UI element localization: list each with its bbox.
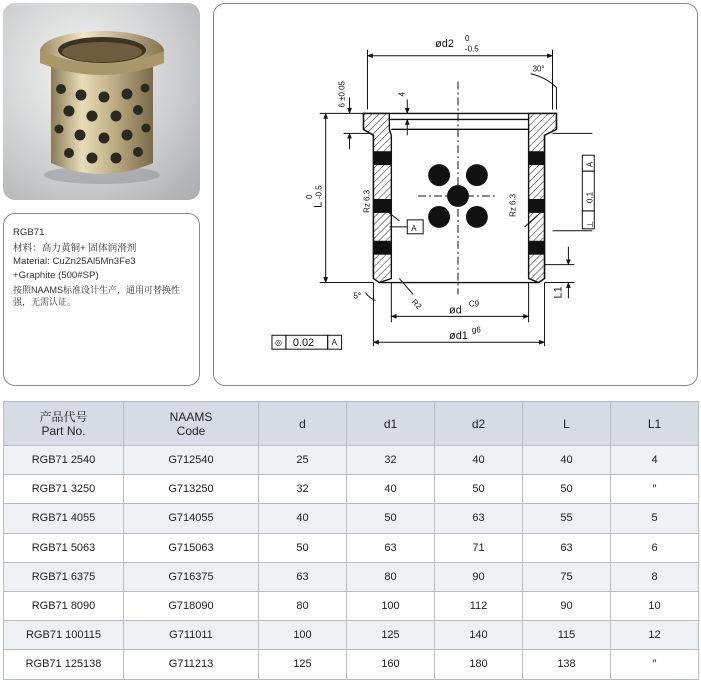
cell-d1: 40 [347,475,435,504]
angle-5-label: 5° [353,291,362,301]
cell-naams-code: G714055 [124,504,259,533]
spec-table-header [4,402,699,446]
cell-d: 80 [259,591,347,620]
d2-tol-lower: -0.5 [464,44,479,54]
header-part-no: 产品代号 Part No. [4,402,124,446]
drawing-svg [214,4,697,385]
cell-d2: 40 [435,446,523,475]
cell-d2: 180 [435,650,523,679]
cell-L: 55 [523,504,611,533]
perpendicularity-symbol: ⊥ [585,220,595,228]
cell-naams-code: G716375 [124,562,259,591]
cell-L: 40 [523,446,611,475]
cell-d1: 50 [347,504,435,533]
cell-L1: 12 [611,621,699,650]
concentricity-value: 0.02 [292,337,315,350]
cell-naams-code: G711011 [124,621,259,650]
cell-d: 100 [259,621,347,650]
cell-L1: 6 [611,533,699,562]
d1-label: ød1 [449,330,468,343]
cell-d: 50 [259,533,347,562]
table-row [4,650,699,679]
cell-L: 115 [523,621,611,650]
d2-tol-upper: 0 [464,33,470,43]
cell-part-no: RGB71 2540 [4,446,124,475]
L-tol-upper: 0 [304,194,314,199]
cell-part-no: RGB71 3250 [4,475,124,504]
cell-d1: 32 [347,446,435,475]
table-row [4,591,699,620]
header-L: L [523,402,611,446]
cell-naams-code: G715063 [124,533,259,562]
cell-L: 50 [523,475,611,504]
table-row [4,562,699,591]
dim-4-label: 4 [397,92,407,97]
cell-d2: 140 [435,621,523,650]
product-info [3,213,200,386]
cell-d2: 63 [435,504,523,533]
cell-d: 125 [259,650,347,679]
L-label: L [312,201,325,208]
cell-d2: 50 [435,475,523,504]
cell-d1: 100 [347,591,435,620]
cell-L1: 10 [611,591,699,620]
cell-L: 63 [523,533,611,562]
cell-d: 40 [259,504,347,533]
cell-d2: 112 [435,591,523,620]
spec-table-body [4,446,699,680]
cell-part-no: RGB71 4055 [4,504,124,533]
header-d1: d1 [347,402,435,446]
L1-label: L1 [552,286,565,299]
cell-d: 25 [259,446,347,475]
concentricity-symbol: ◎ [274,338,282,348]
product-code: RGB71 [13,227,45,238]
cell-naams-code: G711213 [124,650,259,679]
header-L1: L1 [611,402,699,446]
cell-d1: 63 [347,533,435,562]
cell-L: 90 [523,591,611,620]
header-d: d [259,402,347,446]
table-row [4,504,699,533]
cell-naams-code: G718090 [124,591,259,620]
cell-L1: 4 [611,446,699,475]
rz-right-label: Rz 6.3 [508,193,518,217]
cell-d: 63 [259,562,347,591]
datum-a-box: A [411,223,417,233]
cell-part-no: RGB71 5063 [4,533,124,562]
flange-height-label: 6 ±0.05 [337,81,347,108]
cell-L: 75 [523,562,611,591]
table-row [4,533,699,562]
cell-naams-code: G712540 [124,446,259,475]
table-row [4,446,699,475]
cell-d1: 80 [347,562,435,591]
cell-part-no: RGB71 6375 [4,562,124,591]
d-fit-label: C9 [468,299,480,309]
spec-table [3,401,699,680]
d1-fit-label: g6 [471,325,481,335]
angle-30-label: 30° [532,64,545,74]
cell-L1: 5 [611,504,699,533]
material-en-line1: Material: CuZn25Al5Mn3Fe3 [13,256,136,267]
cell-d1: 125 [347,621,435,650]
product-note: 按照NAAMS标准设计生产，通用可替换性强，无需认证。 [13,285,181,307]
cell-L1: ″ [611,650,699,679]
cell-d: 32 [259,475,347,504]
bushing-image [3,3,200,200]
perpendicularity-value: 0.1 [585,191,595,203]
cell-d2: 71 [435,533,523,562]
product-photo [3,3,200,200]
rz-left-label: Rz 6.3 [362,189,372,213]
cell-part-no: RGB71 125138 [4,650,124,679]
header-d2: d2 [435,402,523,446]
cell-d1: 160 [347,650,435,679]
perpendicularity-datum: A [585,161,595,168]
d2-label: ød2 [435,37,454,50]
cell-part-no: RGB71 8090 [4,591,124,620]
cell-part-no: RGB71 100115 [4,621,124,650]
cell-naams-code: G713250 [124,475,259,504]
cell-L1: 8 [611,562,699,591]
table-row [4,475,699,504]
table-row [4,621,699,650]
r2-label: R2 [409,297,424,312]
concentricity-datum: A [331,338,337,348]
cell-d2: 90 [435,562,523,591]
cell-L: 138 [523,650,611,679]
header-naams-code: NAAMS Code [124,402,259,446]
L-tol-lower: -0.5 [314,185,324,199]
material-cn: 材料：高力黄铜+ 固体润滑剂 [13,242,137,254]
material-en-line2: +Graphite (500#SP) [13,269,99,281]
cell-L1: ″ [611,475,699,504]
technical-drawing [213,3,698,386]
d-label: ød [449,304,462,317]
